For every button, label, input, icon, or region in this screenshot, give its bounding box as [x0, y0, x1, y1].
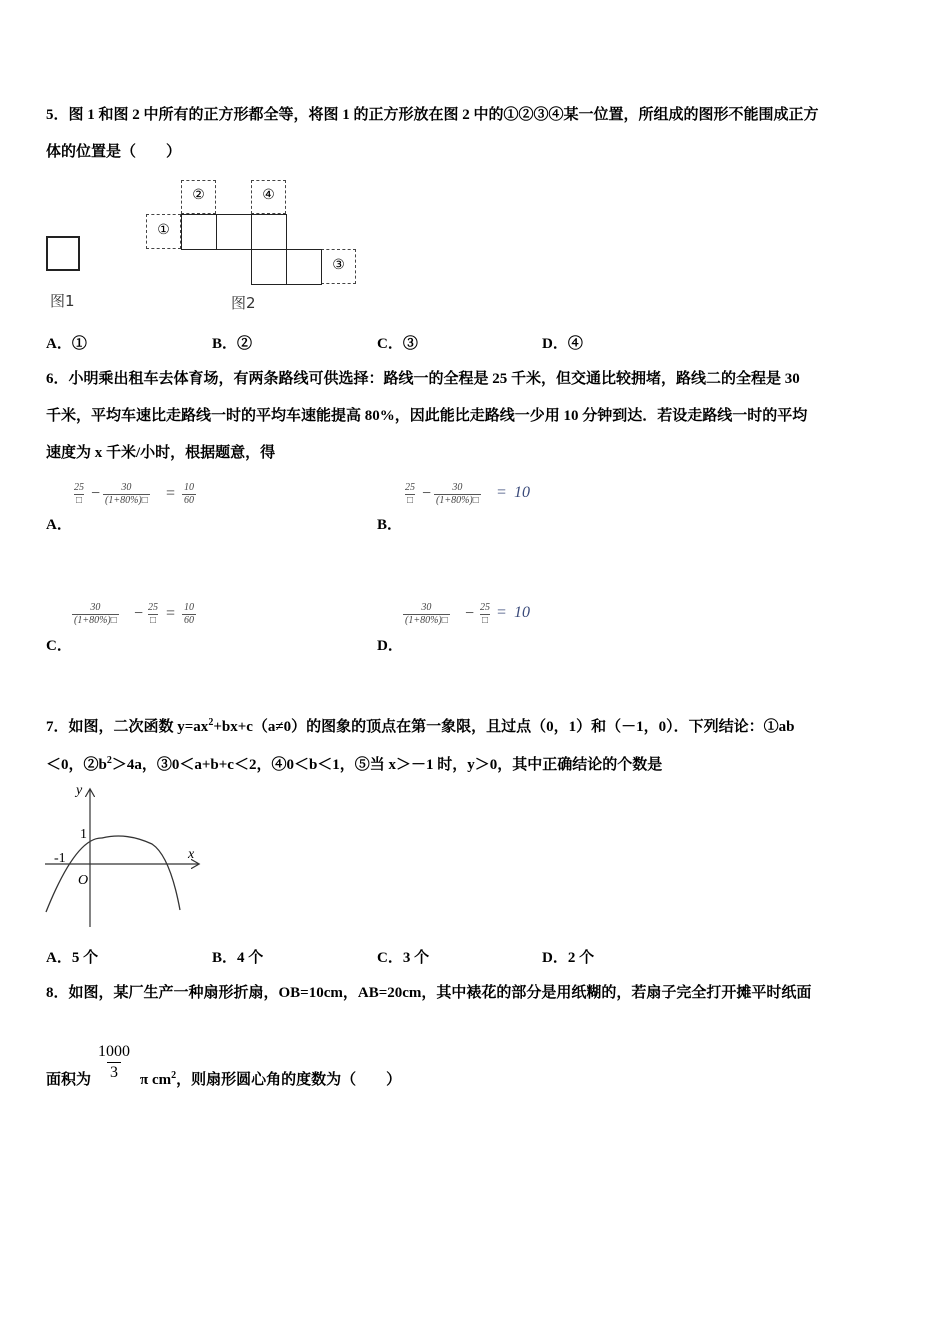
- minus-sign: −: [422, 485, 432, 502]
- frac-25: 25 □: [148, 602, 158, 626]
- q6-option-d[interactable]: D．: [377, 638, 403, 654]
- q6-line3: 速度为 x 千米/小时，根据题意，得: [46, 445, 276, 461]
- q8-suffix: π $cm^2$，则扇形圆心角的度数为（ ）: [140, 1070, 402, 1088]
- minus-sign: −: [91, 485, 101, 502]
- q7-line2: ＜0，$②b^2>4a$，③0＜a+b+c＜2，④0＜b＜1，⑤当 x＞－1 时，y＞0，其中正确结论的个数是: [46, 755, 663, 773]
- q7-option-b[interactable]: B．4 个: [212, 950, 264, 966]
- q6-option-c[interactable]: C．: [46, 638, 72, 654]
- y-axis-label: y: [76, 783, 83, 798]
- pos1-label: ①: [157, 223, 170, 238]
- q8-line1: 8．如图，某厂生产一种扇形折扇，OB=10cm，AB=20cm，其中裱花的部分是用纸糊的，若扇子完全打开摊平时纸面: [46, 985, 812, 1001]
- q5-option-d[interactable]: D．④: [542, 336, 583, 352]
- minus-sign: −: [465, 605, 475, 622]
- pos4-label: ④: [262, 188, 275, 203]
- q7-option-c[interactable]: C．3 个: [377, 950, 430, 966]
- tick-neg1: -1: [54, 851, 66, 866]
- frac-30: $\frac{30}{(1+80\%)□}$: [436, 482, 479, 506]
- parabola-graph: [40, 782, 210, 932]
- value-10: 10: [514, 484, 530, 501]
- frac-25: 25 □: [480, 602, 490, 626]
- equals-sign: =: [166, 605, 176, 622]
- value-10: 10: [514, 604, 530, 621]
- q7-line1: 7．如图，二次函数 $y=ax^2+bx+c(a\ne 0)$的图象的顶点在第一象限，且过点（0，1）和（－1，0）．下列结论：①ab: [46, 717, 795, 735]
- net-square: [251, 249, 287, 285]
- net-square: [181, 214, 217, 250]
- frac-30: $\frac{30}{(1+80\%)□}$: [405, 602, 448, 626]
- q5-line1: 5．图 1 和图 2 中所有的正方形都全等，将图 1 的正方形放在图 2 中的①②③④某一位置，所组成的图形不能围成正方: [46, 107, 819, 123]
- q6-option-a[interactable]: A．: [46, 517, 72, 533]
- parabola-curve: [46, 836, 180, 912]
- equals-sign: =: [496, 604, 507, 621]
- q6-line1: 6．小明乘出租车去体育场，有两条路线可供选择：路线一的全程是 25 千米，但交通比较拥堵，路线二的全程是 30: [46, 371, 800, 387]
- frac-10-60: $\frac{10}{60}$: [184, 482, 194, 506]
- fig1-label: 图1: [50, 292, 75, 310]
- x-axis-label: x: [188, 847, 195, 862]
- q5-option-c[interactable]: C．③: [377, 336, 418, 352]
- minus-sign: −: [134, 605, 144, 622]
- q7-option-a[interactable]: A．5 个: [46, 950, 99, 966]
- fig2-label: 图2: [231, 294, 256, 312]
- q5-option-a[interactable]: A．①: [46, 336, 87, 352]
- q8-fraction: $\frac{1000}{3}$: [98, 1043, 130, 1081]
- origin-label: O: [78, 873, 89, 888]
- frac-25: 25 □: [405, 482, 415, 506]
- q8-prefix: 面积为: [46, 1072, 92, 1088]
- pos2-label: ②: [192, 188, 205, 203]
- fig1-square: [46, 236, 80, 271]
- tick-1: 1: [80, 827, 87, 842]
- equals-sign: =: [496, 484, 507, 501]
- equals-sign: =: [166, 485, 176, 502]
- q6-option-b[interactable]: B．: [377, 517, 403, 533]
- pos3-label: ③: [332, 258, 345, 273]
- q5-line2: 体的位置是（ ）: [46, 144, 182, 160]
- q6-line2: 千米，平均车速比走路线一时的平均车速能提高 80%，因此能比走路线一少用 10 分钟到达．若设走路线一时的平均: [46, 408, 808, 424]
- q5-option-b[interactable]: B．②: [212, 336, 253, 352]
- net-square: [251, 214, 287, 250]
- frac-10-60: $\frac{10}{60}$: [184, 602, 194, 626]
- net-square: [286, 249, 322, 285]
- frac-25: 25 □: [74, 482, 84, 506]
- frac-30: $\frac{30}{(1+80\%)□}$: [74, 602, 117, 626]
- net-square: [216, 214, 252, 250]
- frac-30: $\frac{30}{(1+80\%)□}$: [105, 482, 148, 506]
- q7-option-d[interactable]: D．2 个: [542, 950, 595, 966]
